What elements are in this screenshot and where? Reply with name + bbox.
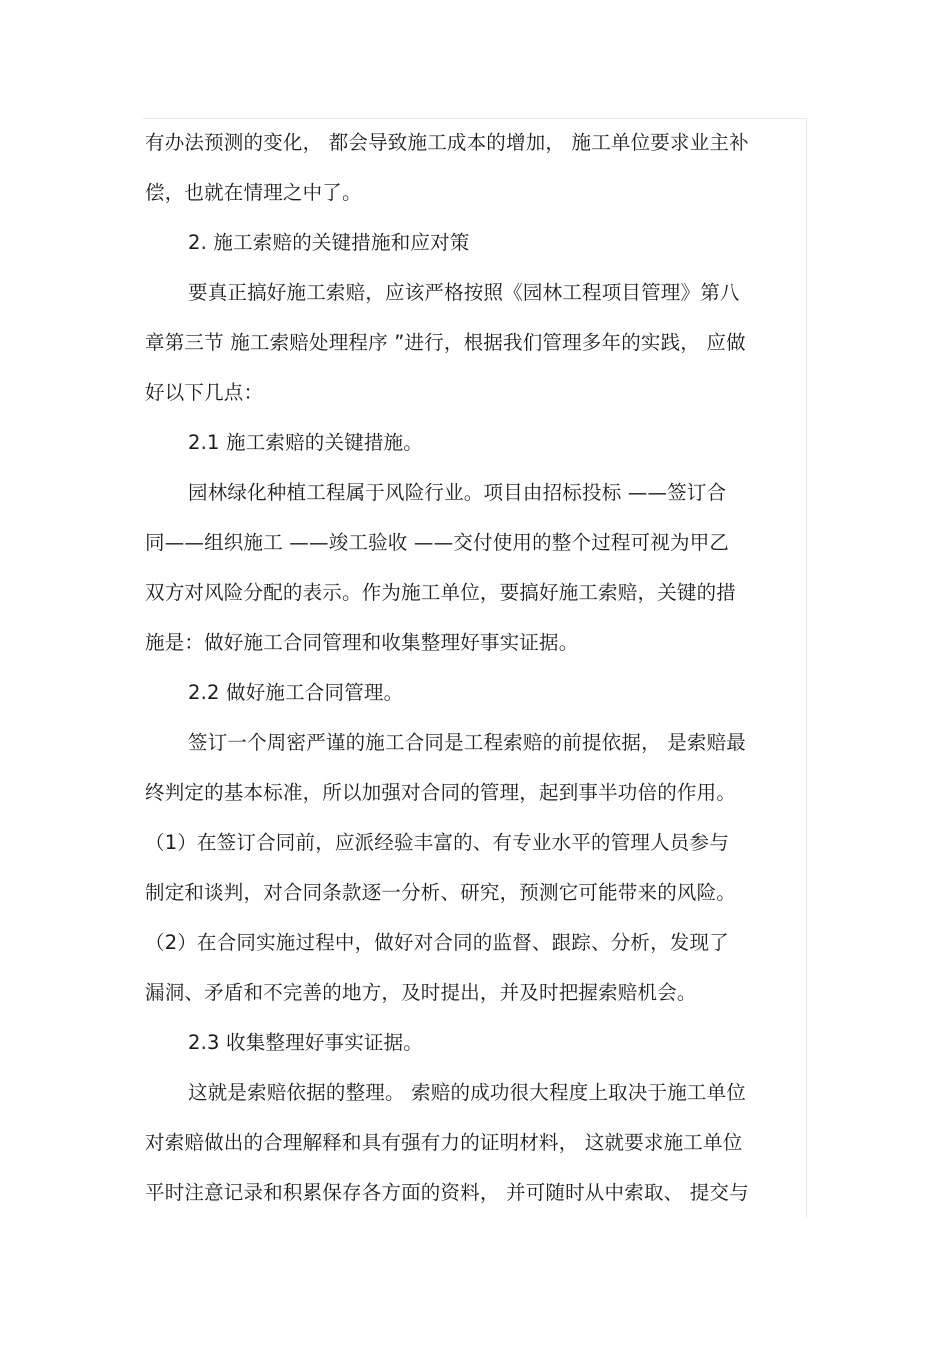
text-line: 双方对风险分配的表示。作为施工单位，要搞好施工索赔，关键的措 [145,581,737,604]
text-line: 好以下几点： [145,381,264,404]
section-heading: 2.3 收集整理好事实证据。 [188,1031,424,1054]
text-line: 平时注意记录和积累保存各方面的资料， 并可随时从中索取、 提交与 [145,1181,749,1204]
section-heading: 2. 施工索赔的关键措施和应对策 [188,231,470,254]
text-line: （1）在签订合同前，应派经验丰富的、有专业水平的管理人员参与 [145,831,729,854]
text-line: 园林绿化种植工程属于风险行业。项目由招标投标 ——签订合 [188,481,727,504]
section-heading: 2.2 做好施工合同管理。 [188,681,404,704]
text-line: 对索赔做出的合理解释和具有强有力的证明材料， 这就要求施工单位 [145,1131,743,1154]
text-line: 要真正搞好施工索赔，应该严格按照《园林工程项目管理》第八 [188,281,740,304]
text-line: 漏洞、矛盾和不完善的地方，及时提出，并及时把握索赔机会。 [145,981,697,1004]
text-line: （2）在合同实施过程中，做好对合同的监督、跟踪、分析，发现了 [145,931,729,954]
text-line: 有办法预测的变化， 都会导致施工成本的增加， 施工单位要求业主补 [145,131,749,154]
section-heading: 2.1 施工索赔的关键措施。 [188,431,424,454]
document-body [145,118,810,1218]
text-line: 施是：做好施工合同管理和收集整理好事实证据。 [145,631,579,654]
text-line: 偿，也就在情理之中了。 [145,181,362,204]
text-line: 这就是索赔依据的整理。 索赔的成功很大程度上取决于施工单位 [188,1081,746,1104]
text-line: 制定和谈判，对合同条款逐一分析、研究，预测它可能带来的风险。 [145,881,737,904]
text-line: 终判定的基本标准，所以加强对合同的管理，起到事半功倍的作用。 [145,781,737,804]
text-line: 同——组织施工 ——竣工验收 ——交付使用的整个过程可视为甲乙 [145,531,730,554]
text-line: 章第三节 施工索赔处理程序 ”进行，根据我们管理多年的实践， 应做 [145,331,746,354]
text-line: 签订一个周密严谨的施工合同是工程索赔的前提依据， 是索赔最 [188,731,746,754]
